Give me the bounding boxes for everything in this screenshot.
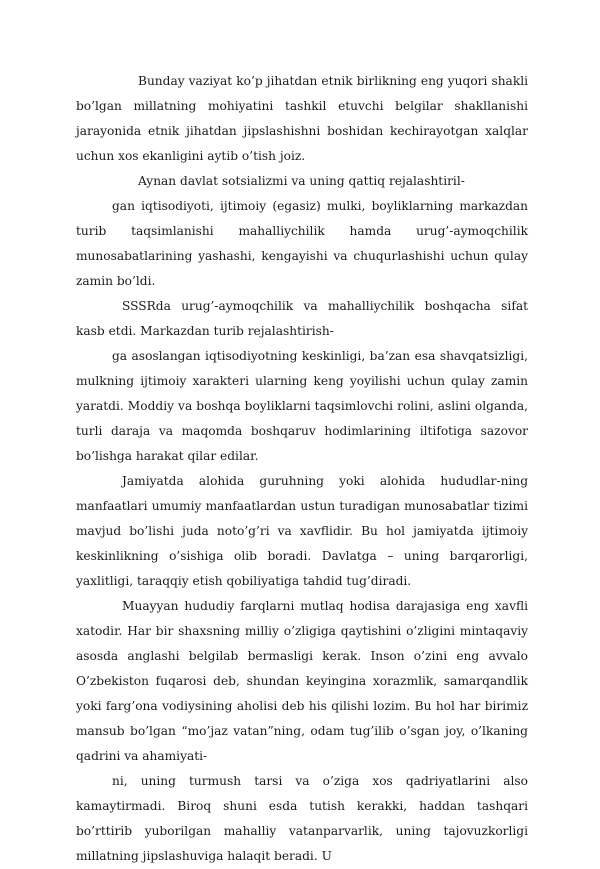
paragraph: ga asoslangan iqtisodiyotning keskinligi, ba’zan esa shavqatsizligi, mulkning ijtimoiy xarakteri ularning keng yoyilishi uchun qulay zamin yaratdi. Moddiy va boshqa boyliklarni taqsimlovchi rolini, aslini olganda, turli daraja va maqomda boshqaruv hodimlarining iltifotiga sazovor bo’lishga harakat qilar edilar. — [76, 349, 528, 463]
document-page — [76, 69, 528, 869]
paragraph: gan iqtisodiyoti, ijtimoiy (egasiz) mulki, boyliklarning markazdan turib taqsimlanishi mahalliychilik hamda urug’-aymoqchilik munosabatlarining yashashi, kengayishi va chuqurlashishi uchun qulay zamin bo’ldi. — [76, 199, 528, 288]
paragraph: Aynan davlat sotsializmi va uning qattiq rejalashtiril- — [138, 174, 465, 188]
paragraph: Bunday vaziyat ko’p jihatdan etnik birlikning eng yuqori shakli bo’lgan millatning mohiyatini tashkil etuvchi belgilar shakllanishi jarayonida etnik jihatdan jipslashishni boshidan kechirayotgan xalqlar uchun xos ekanligini aytib o’tish joiz. — [76, 74, 528, 163]
paragraph: SSSRda urug’-aymoqchilik va mahalliychilik boshqacha sifat kasb etdi. Markazdan turib rejalashtirish- — [76, 299, 528, 338]
paragraph: ni, uning turmush tarsi va o’ziga xos qadriyatlarini also kamaytirmadi. Biroq shuni esda tutish kerakki, haddan tashqari bo’rttirib yuborilgan mahalliy vatanparvarlik, uning tajovuzkorligi millatning jipslashuviga halaqit beradi. U — [76, 774, 528, 863]
paragraph: Jamiyatda alohida guruhning yoki alohida hududlar-ning manfaatlari umumiy manfaatlardan ustun turadigan munosabatlar tizimi mavjud bo’lishi juda noto’g’ri va xavflidir. Bu hol jamiyatda ijtimoiy keskinlikning o’sishiga olib boradi. Davlatga – uning barqarorligi, yaxlitligi, taraqqiy etish qobiliyatiga tahdid tug’diradi. — [76, 474, 528, 588]
paragraph: Muayyan hududiy farqlarni mutlaq hodisa darajasiga eng xavfli xatodir. Har bir shaxsning milliy o’zligiga qaytishini o’zligini mintaqaviy asosda anglashi belgilab bermasligi kerak. Inson o’zini eng avvalo O’zbekiston fuqarosi deb, shundan keyingina xorazmlik, samarqandlik yoki farg’ona vodiysining aholisi deb his qilishi lozim. Bu hol har birimiz mansub bo’lgan “mo’jaz vatan”ning, odam tug’ilib o’sgan joy, o’lkaning qadrini va ahamiyati- — [76, 599, 528, 763]
